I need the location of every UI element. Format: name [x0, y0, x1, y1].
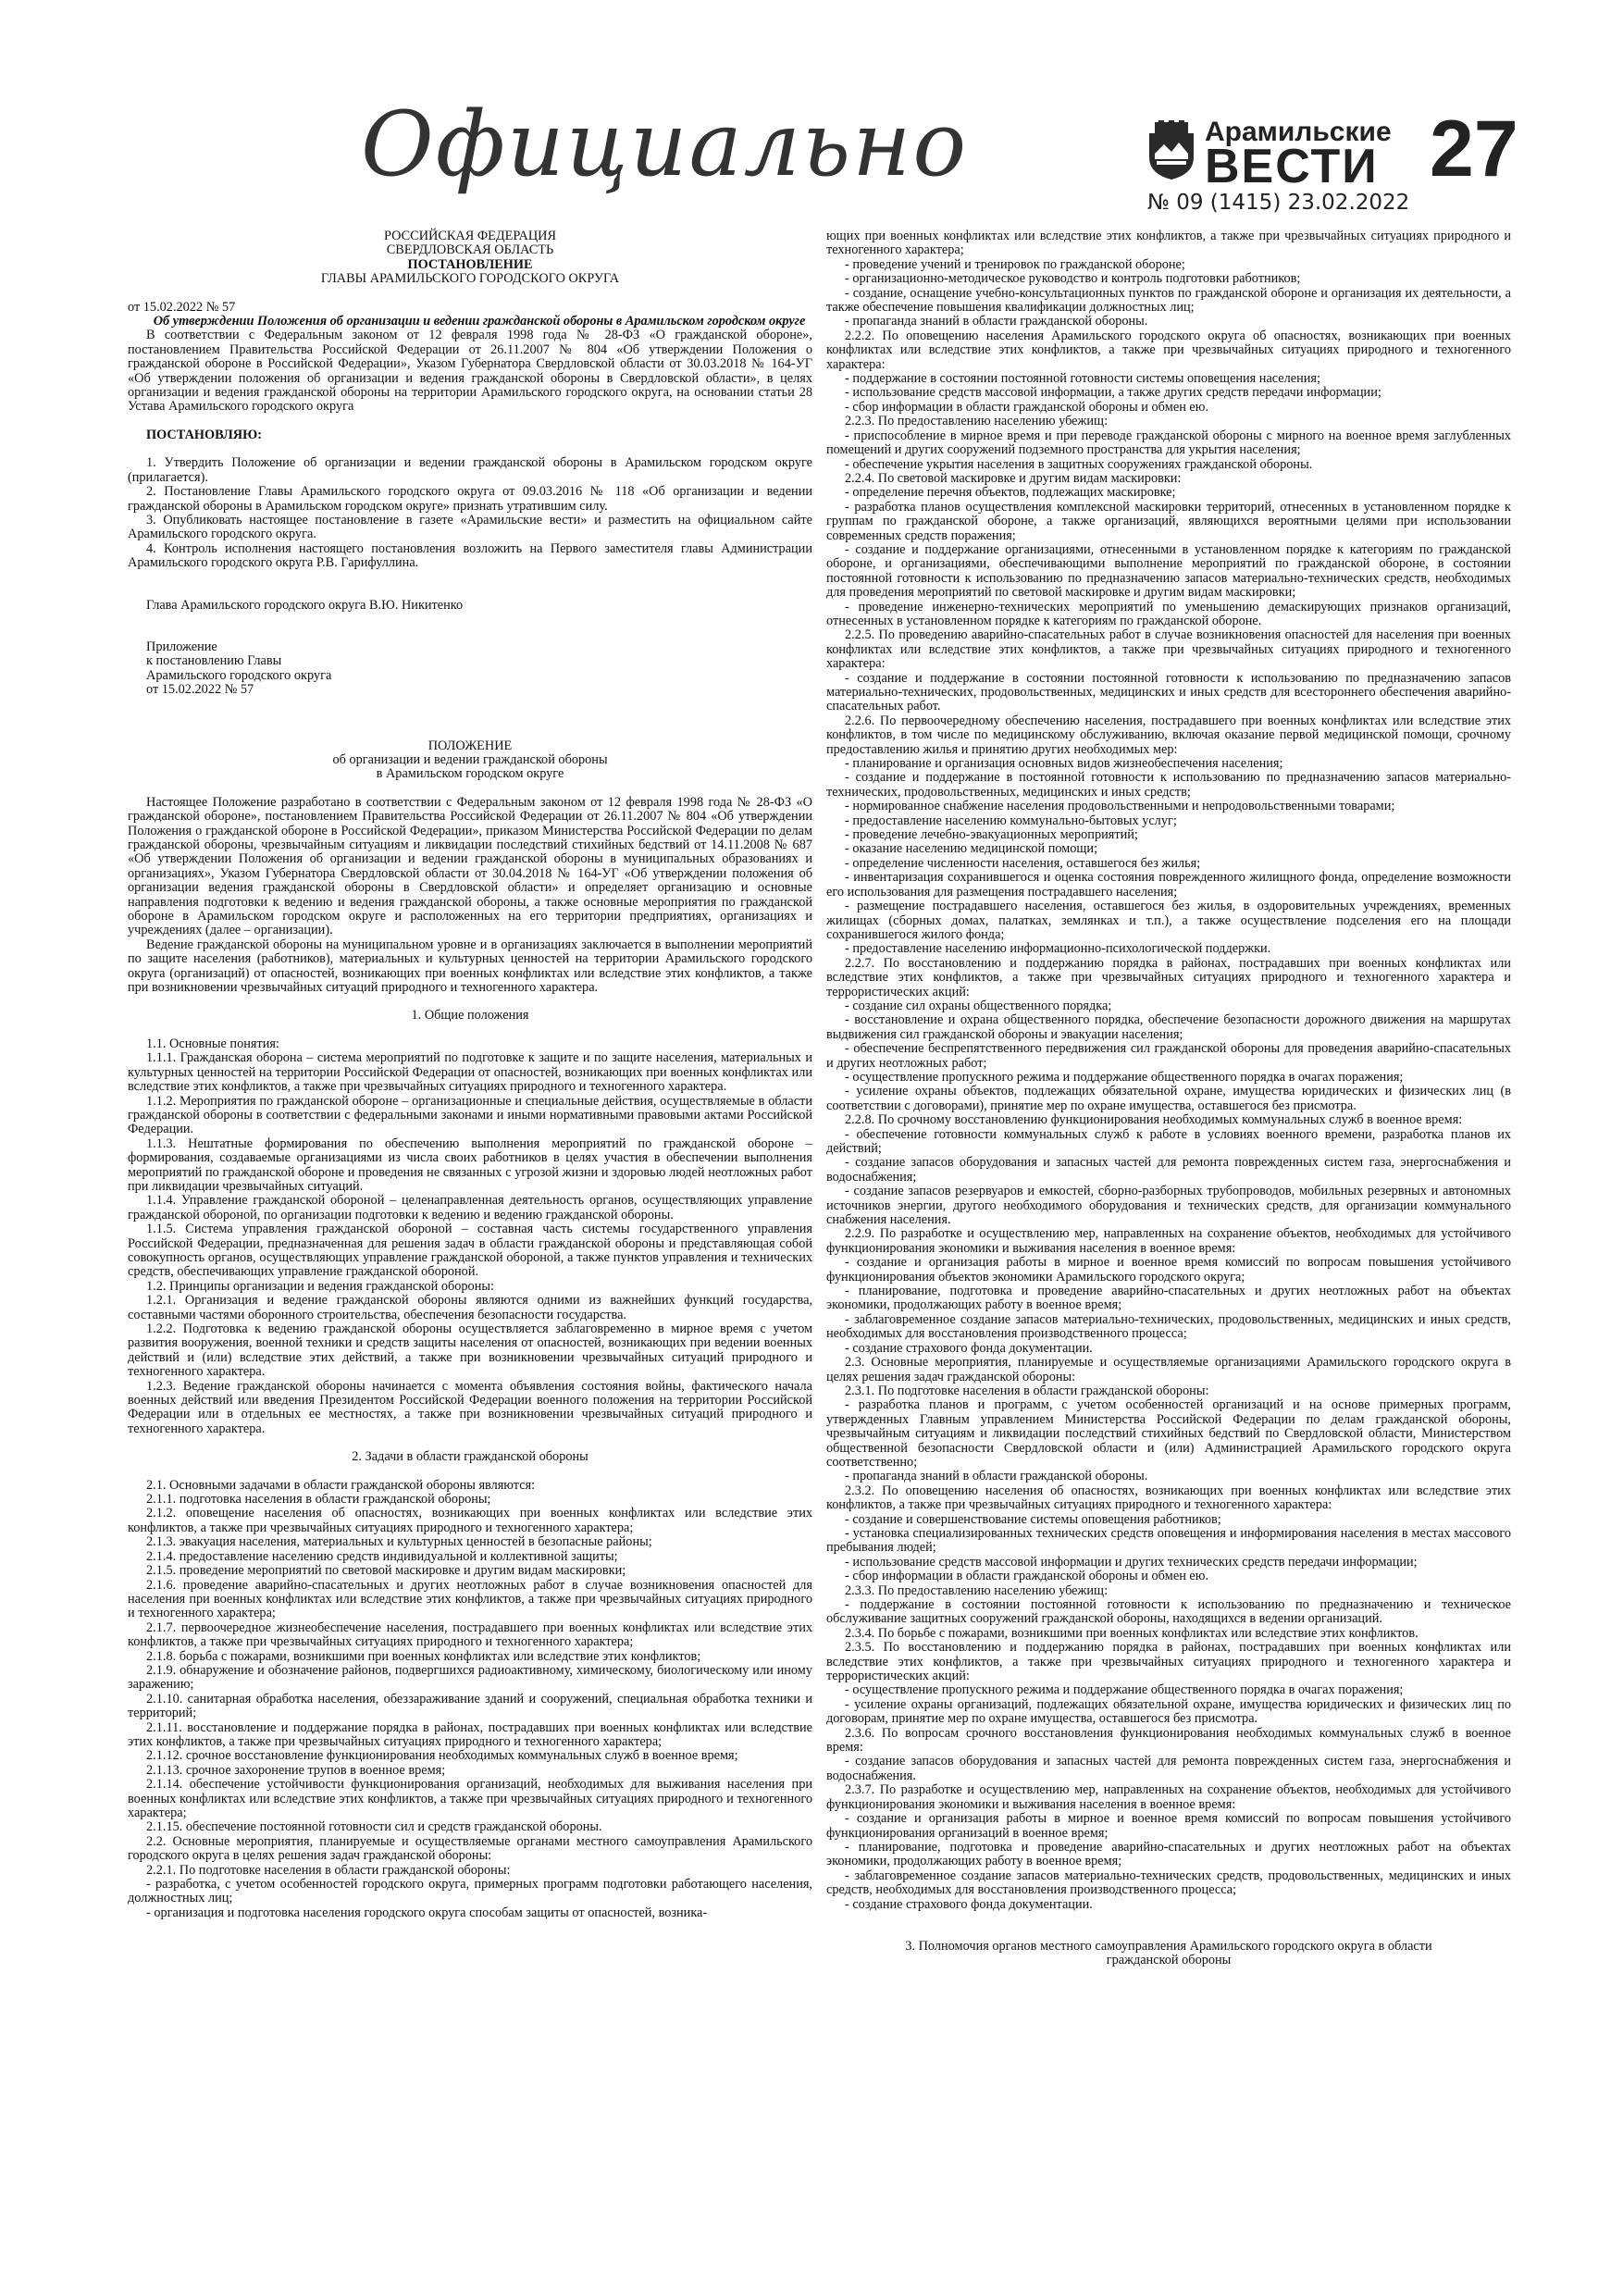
decree-item: 3. Опубликовать настоящее постановление в газете «Арамильские вести» и разместить на официальном сайте Арамильского городского округа.	[128, 512, 812, 542]
reg-title-line: в Арамильском городском округе	[376, 766, 564, 782]
paragraph: - планирование и организация основных видов жизнеобеспечения населения;	[845, 756, 1283, 772]
paragraph: - предоставление населению коммунально-бытовых услуг;	[845, 813, 1177, 828]
paragraph: - разработка планов и программ, с учетом особенностей организаций и на основе примерных программ, утвержденных Главным управлением Министерства Российской Федерации по делам гражданской обороны, чрезвычайным ситуациям и ликвидации последствий стихийных бедствий по Свердловской области, Министерством общественной безопасности Свердловской области и (или) Администрацией Арамильского городского округа соответственно;	[826, 1397, 1511, 1470]
paragraph: 2.3.7. По разработке и осуществлению мер, направленных на сохранение объектов, необходимых для устойчивого функционирования экономики и выживания населения в военное время:	[826, 1782, 1511, 1812]
paragraph: - поддержание в состоянии постоянной готовности системы оповещения населения;	[845, 371, 1320, 387]
left-column	[128, 230, 812, 1920]
paragraph: - создание и организация работы в мирное и военное время комиссий по вопросам повышения устойчивого функционирования организаций в военное время;	[826, 1811, 1511, 1841]
preamble: В соответствии с Федеральным законом от 12 февраля 1998 года № 28-ФЗ «О гражданской обороне», постановлением Правительства Российской Федерации от 26.11.2007 № 804 «Об утверждении Положения о гражданской обороне в Российской Федерации», Указом Губернатора Свердловской области от 30.03.2018 № 164-УГ «Об утверждении положения об организации и ведения гражданской обороны в Свердловской области», в целях организации и ведения гражданской обороны на территории Арамильского городского округа, на основании статьи 28 Устава Арамильского городского округа	[128, 328, 812, 415]
masthead	[0, 0, 1623, 222]
paragraph: 2.1.9. обнаружение и обозначение районов, подвергшихся радиоактивному, химическому, биологическому или иному заражению;	[128, 1662, 812, 1693]
decree-word: ПОСТАНОВЛЯЮ:	[146, 427, 262, 442]
paragraph: - создание, оснащение учебно-консультационных пунктов по гражданской обороне и организация их деятельности, а также обеспечение повышения квалификации должностных лиц;	[826, 285, 1511, 316]
paragraph: 1.2.3. Ведение гражданской обороны начинается с момента объявления состояния войны, фактического начала военных действий или введения Президентом Российской Федерации военного положения на территории Российской Федерации или в отдельных ее местностях, а также при возникновении чрезвычайных ситуаций природного и техногенного характера.	[128, 1378, 812, 1436]
paragraph: 2.2.9. По разработке и осуществлению мер, направленных на сохранение объектов, необходимых для устойчивого функционирования экономики и выживания населения в военное время:	[826, 1226, 1511, 1256]
doc-header-line: ПОСТАНОВЛЕНИЕ	[407, 256, 533, 272]
paragraph: 2.2.2. По оповещению населения Арамильского городского округа об опасностях, возникающих при военных конфликтах или вследствие этих конфликтов, а также при чрезвычайных ситуациях природного и техногенного характера:	[826, 328, 1511, 372]
paragraph: 2.3. Основные мероприятия, планируемые и осуществляемые организациями Арамильского городского округа в целях решения задач гражданской обороны:	[826, 1355, 1511, 1384]
paragraph: 2.2.4. По световой маскировке и другим видам маскировки:	[845, 470, 1182, 486]
right-column	[826, 230, 1511, 1968]
paragraph: 1.1.5. Система управления гражданской обороной – составная часть системы государственного управления Российской Федерации, предназначенная для решения задач в области гражданской обороны и представляющая собой совокупность органов, осуществляющих управление гражданской обороной, а также пунктов управления и технических средств, обеспечивающих управление гражданской обороной.	[128, 1222, 812, 1280]
paragraph: 1.1.3. Нештатные формирования по обеспечению выполнения мероприятий по гражданской обороне – формирования, создаваемые организациями из числа своих работников в целях участия в обеспечении выполнения мероприятий по гражданской обороне и проведения не связанных с угрозой жизни и здоровью людей неотложных работ при ликвидации чрезвычайных ситуаций.	[128, 1136, 812, 1194]
intro-paragraph: Ведение гражданской обороны на муниципальном уровне и в организациях заключается в выполнении мероприятий по защите населения (работников), материальных и культурных ценностей на территории Арамильского городского округа (организаций) от опасностей, возникающих при военных конфликтах или вследствие этих конфликтов, а также при возникновении чрезвычайных ситуаций природного и техногенного характера.	[128, 937, 812, 996]
paragraph: - создание и поддержание организациями, отнесенными в установленном порядке к категориям по гражданской обороне, и организациями, обеспечивающими выполнение мероприятий по гражданской обороне, в состоянии постоянной готовности к использованию по предназначению запасов материально-технических средств, необходимых для проведения мероприятий по световой маскировке и другим видам маскировки;	[826, 541, 1511, 601]
doc-date: от 15.02.2022 № 57	[128, 299, 236, 315]
paragraph: - сбор информации в области гражданской обороны и обмен ею.	[845, 399, 1209, 415]
paragraph: - использование средств массовой информации, а также других средств передачи информации;	[845, 385, 1381, 401]
paragraph: - проведение лечебно-эвакуационных мероприятий;	[845, 827, 1138, 843]
paragraph: - создание запасов резервуаров и емкостей, сборно-разборных трубопроводов, мобильных резервных и автономных источников энергии, другого необходимого оборудования и технических средств, для организации коммунального снабжения населения.	[826, 1184, 1511, 1228]
paragraph: 2.1.3. эвакуация населения, материальных и культурных ценностей в безопасные районы;	[146, 1534, 652, 1550]
paragraph: 2.3.1. По подготовке населения в области гражданской обороны:	[845, 1383, 1209, 1398]
paragraph: - планирование, подготовка и проведение аварийно-спасательных и других неотложных работ на объектах экономики, продолжающих работу в военное время;	[826, 1839, 1511, 1869]
paragraph: - создание и поддержание в состоянии постоянной готовности к использованию по предназначению запасов материально-технических, продовольственных, медицинских и иных средств для всестороннего обеспечения аварийно-спасательных работ.	[826, 670, 1511, 714]
paragraph: 2.2.6. По первоочередному обеспечению населения, пострадавшего при военных конфликтах или вследствие этих конфликтов, в том числе по медицинскому обслуживанию, включая оказание первой медицинской помощи, срочному предоставлению жилья и принятию других необходимых мер:	[826, 713, 1511, 757]
appendix-line: Арамильского городского округа	[146, 667, 332, 683]
city-crest-icon	[1146, 120, 1197, 181]
paragraph: - создание запасов оборудования и запасных частей для ремонта поврежденных систем газа, энергоснабжения и водоснабжения.	[826, 1754, 1511, 1783]
decree-item: 1. Утвердить Положение об организации и ведении гражданской обороны в Арамильском городском округе (прилагается).	[128, 455, 812, 485]
paragraph: - проведение инженерно-технических мероприятий по уменьшению демаскирующих признаков организаций, отнесенных в установленном порядке к категориям по гражданской обороне.	[826, 599, 1511, 628]
paragraph: 2.3.6. По вопросам срочного восстановления функционирования необходимых коммунальных служб в военное время:	[826, 1725, 1511, 1756]
decree-item: 2. Постановление Главы Арамильского городского округа от 09.03.2016 № 118 «Об организации и ведении гражданской обороны в Арамильском городском округе» признать утратившим силу.	[128, 484, 812, 514]
paragraph: 2.2.7. По восстановлению и поддержанию порядка в районах, пострадавших при военных конфликтах или вследствие этих конфликтов, а также при чрезвычайных ситуациях природного и техногенного характера и террористических акций:	[826, 955, 1511, 999]
paragraph: 1.1.2. Мероприятия по гражданской обороне – организационные и специальные действия, осуществляемые в области гражданской обороны в соответствии с федеральными законами и иными нормативными правовыми актами Российской Федерации.	[128, 1093, 812, 1137]
paragraph: - оказание населению медицинской помощи;	[845, 841, 1098, 857]
paragraph: - обеспечение готовности коммунальных служб к работе в условиях военного времени, разработка планов их действий;	[826, 1126, 1511, 1156]
appendix-line: от 15.02.2022 № 57	[146, 682, 254, 698]
decree-item: 4. Контроль исполнения настоящего постановления возложить на Первого заместителя главы Администрации Арамильского городского округа Р.В. Гарифуллина.	[128, 540, 812, 571]
paragraph: - пропаганда знаний в области гражданской обороны.	[845, 314, 1148, 329]
doc-header-line: ГЛАВЫ АРАМИЛЬСКОГО ГОРОДСКОГО ОКРУГА	[320, 271, 620, 287]
doc-header-line: РОССИЙСКАЯ ФЕДЕРАЦИЯ	[384, 229, 556, 243]
paragraph: - установка специализированных технических средств оповещения и информирования населения в местах массового пребывания людей;	[826, 1525, 1511, 1556]
paragraph: 2.1.15. обеспечение постоянной готовности сил и средств гражданской обороны.	[146, 1819, 602, 1835]
paragraph: 2.2.8. По срочному восстановлению функционирования необходимых коммунальных служб в военное время:	[845, 1112, 1463, 1128]
paragraph: 2.1.7. первоочередное жизнеобеспечение населения, пострадавшего при военных конфликтах или вследствие этих конфликтов, а также при чрезвычайных ситуациях природного и техногенного характера;	[128, 1620, 812, 1650]
paragraph: 2.1.1. подготовка населения в области гражданской обороны;	[146, 1492, 491, 1508]
paragraph: - проведение учений и тренировок по гражданской обороне;	[845, 256, 1185, 272]
doc-header-line: СВЕРДЛОВСКАЯ ОБЛАСТЬ	[386, 242, 554, 258]
paragraph: 2.2.5. По проведению аварийно-спасательных работ в случае возникновения опасностей для населения при военных конфликтах или вследствие этих конфликтов, а также при чрезвычайных ситуациях природного и техногенного характера:	[826, 627, 1511, 672]
paragraph: 2.3.2. По оповещению населения об опасностях, возникающих при военных конфликтах или вследствие этих конфликтов, а также при чрезвычайных ситуациях природного и техногенного характера:	[826, 1483, 1511, 1513]
paragraph: - создание и поддержание в постоянной готовности к использованию по предназначению запасов материально-технических, продовольственных, медицинских и иных средств;	[826, 770, 1511, 800]
paragraph: 2.1.6. проведение аварийно-спасательных и других неотложных работ в случае возникновения опасностей для населения при военных конфликтах или вследствие этих конфликтов, а также при чрезвычайных ситуациях природного и техногенного характера;	[128, 1577, 812, 1621]
paragraph: - предоставление населению информационно-психологической поддержки.	[845, 941, 1271, 957]
section-heading: 2. Задачи в области гражданской обороны	[352, 1449, 588, 1465]
section-heading: 3. Полномочия органов местного самоуправления Арамильского городского округа в области гражданской обороны	[905, 1938, 1432, 1968]
appendix-line: Приложение	[146, 639, 217, 654]
newspaper-logo	[1146, 115, 1438, 193]
paragraph: - обеспечение беспрепятственного передвижения сил гражданской обороны для проведения аварийно-спасательных и других неотложных работ;	[826, 1041, 1511, 1071]
paragraph: - усиление охраны организаций, подлежащих обязательной охране, имущества юридических и физических лиц по договорам, принятие мер по охране имущества, оставшегося без присмотра.	[826, 1696, 1511, 1727]
paragraph: - сбор информации в области гражданской обороны и обмен ею.	[845, 1569, 1209, 1584]
brand-top: Арамильские	[1205, 117, 1392, 147]
paragraph: - размещение пострадавшего населения, оставшегося без жилья, в оздоровительных учреждениях, временных жилищах (сборных домах, палатках, землянках и т.п.), а также осуществление подселения его на площади сохранившегося жилого фонда;	[826, 899, 1511, 942]
page-number: 27	[1430, 105, 1518, 193]
paragraph: - поддержание в состоянии постоянной готовности к использованию по предназначению и техническое обслуживание защитных сооружений гражданской обороны, находящихся в ведении организаций.	[826, 1597, 1511, 1627]
paragraph: 2.3.5. По восстановлению и поддержанию порядка в районах, пострадавших при военных конфликтах или вследствие этих конфликтов, а также при чрезвычайных ситуациях природного и техногенного характера и террористических акций:	[826, 1640, 1511, 1684]
paragraph: ющих при военных конфликтах или вследствие этих конфликтов, а также при чрезвычайных ситуациях природного и техногенного характера;	[826, 229, 1511, 258]
appendix-line: к постановлению Главы	[146, 653, 282, 669]
paragraph: - определение перечня объектов, подлежащих маскировке;	[845, 485, 1176, 501]
paragraph: - разработка планов осуществления комплексной маскировки территорий, отнесенных в установленном порядке к группам по гражданской обороне, а также организаций, являющихся вероятными целями при использовании современных средств поражения;	[826, 499, 1511, 543]
paragraph: - использование средств массовой информации и других технических средств передачи информации;	[845, 1554, 1418, 1570]
paragraph: - создание и организация работы в мирное и военное время комиссий по вопросам повышения устойчивого функционирования объектов экономики Арамильского городского округа;	[826, 1255, 1511, 1285]
reg-title-line: ПОЛОЖЕНИЕ	[427, 738, 513, 753]
section-title: Официально	[361, 93, 969, 196]
paragraph: 1.2.2. Подготовка к ведению гражданской обороны осуществляется заблаговременно в мирное время с учетом развития вооружения, военной техники и средств защиты населения от опасностей, возникающих при ведении военных действий и (или) вследствие этих действий, а также при возникновении чрезвычайных ситуаций природного и техногенного характера.	[128, 1322, 812, 1380]
paragraph: 1.1. Основные понятия:	[146, 1036, 279, 1051]
paragraph: 2.1.11. восстановление и поддержание порядка в районах, пострадавших при военных конфликтах или вследствие этих конфликтов, а также при чрезвычайных ситуациях природного и техногенного характера;	[128, 1719, 812, 1749]
paragraph: - определение численности населения, оставшегося без жилья;	[845, 855, 1201, 871]
paragraph: - нормированное снабжение населения продовольственными и непродовольственными товарами;	[845, 799, 1395, 814]
paragraph: 2.1. Основными задачами в области гражданской обороны являются:	[146, 1477, 536, 1493]
paragraph: - создание страхового фонда документации.	[845, 1896, 1093, 1912]
paragraph: - создание страхового фонда документации.	[845, 1340, 1093, 1356]
signature: Глава Арамильского городского округа В.Ю. Никитенко	[146, 597, 464, 613]
paragraph: - приспособление в мирное время и при переводе гражданской обороны с мирного на военное время заглубленных помещений и других сооружений подземного пространства для укрытия населения;	[826, 428, 1511, 458]
paragraph: - создание сил охраны общественного порядка;	[845, 998, 1112, 1013]
paragraph: - осуществление пропускного режима и поддержание общественного порядка в очагах поражения;	[845, 1069, 1404, 1085]
paragraph: 2.1.14. обеспечение устойчивости функционирования организаций, необходимых для выживания населения при военных конфликтах или вследствие этих конфликтов, а также при чрезвычайных ситуациях природного и техногенного характера;	[128, 1777, 812, 1820]
paragraph: - разработка, с учетом особенностей городского округа, примерных программ подготовки работающего населения, должностных лиц;	[128, 1877, 812, 1906]
paragraph: 2.2. Основные мероприятия, планируемые и осуществляемые органами местного самоуправления Арамильского городского округа в целях решения задач гражданской обороны:	[128, 1833, 812, 1864]
section-heading: 1. Общие положения	[411, 1008, 529, 1024]
paragraph: - осуществление пропускного режима и поддержание общественного порядка в очагах поражения;	[845, 1682, 1404, 1698]
paragraph: 2.1.4. предоставление населению средств индивидуальной и коллективной защиты;	[146, 1548, 618, 1564]
issue-info: № 09 (1415) 23.02.2022	[1147, 191, 1410, 215]
paragraph: - заблаговременное создание запасов материально-технических, продовольственных, медицинских и иных средств, необходимых для восстановления производственного процесса;	[826, 1311, 1511, 1342]
paragraph: 2.1.5. проведение мероприятий по световой маскировке и другим видам маскировки;	[146, 1563, 626, 1579]
paragraph: - создание запасов оборудования и запасных частей для ремонта поврежденных систем газа, энергоснабжения и водоснабжения;	[826, 1155, 1511, 1185]
paragraph: 2.3.3. По предоставлению населению убежищ:	[845, 1582, 1109, 1598]
paragraph: 2.1.13. срочное захоронение трупов в военное время;	[146, 1762, 446, 1778]
paragraph: - усиление охраны объектов, подлежащих обязательной охране, имущества юридических и физических лиц (в соответствии с договорами), принятие мер по охране имущества, оставшегося без присмотра.	[826, 1084, 1511, 1113]
reg-title-line: об организации и ведении гражданской обороны	[332, 751, 608, 767]
paragraph: 2.1.8. борьба с пожарами, возникшими при военных конфликтах или вследствие этих конфликтов;	[146, 1648, 701, 1664]
brand-main: ВЕСТИ	[1205, 140, 1379, 193]
paragraph: - восстановление и охрана общественного порядка, обеспечение безопасности дорожного движения на маршрутах выдвижения сил гражданской обороны и эвакуации населения;	[826, 1012, 1511, 1042]
paragraph: 2.1.2. оповещение населения об опасностях, возникающих при военных конфликтах или вследствие этих конфликтов, а также при чрезвычайных ситуациях природного и техногенного характера;	[128, 1506, 812, 1535]
paragraph: - инвентаризация сохранившегося и оценка состояния поврежденного жилищного фонда, определение возможности его использования для размещения пострадавшего населения;	[826, 870, 1511, 900]
paragraph: - создание и совершенствование системы оповещения работников;	[845, 1511, 1221, 1527]
paragraph: 2.1.10. санитарная обработка населения, обеззараживание зданий и сооружений, специальная обработка техники и территорий;	[128, 1691, 812, 1721]
paragraph: 2.3.4. По борьбе с пожарами, возникшими при военных конфликтах или вследствие этих конфликтов.	[845, 1625, 1419, 1641]
intro-paragraph: Настоящее Положение разработано в соответствии с Федеральным законом от 12 февраля 1998 года № 28-ФЗ «О гражданской обороне», постановлением Правительства Российской Федерации от 26.11.2007 № 804 «Об утверждении Положения о гражданской обороне в Российской Федерации», приказом Министерства Российской Федерации по делам гражданской обороны, чрезвычайным ситуациям и ликвидации последствий стихийных бедствий от 14.11.2008 № 687 «Об утверждении Положения об организации и ведении гражданской обороны в муниципальных образованиях и организациях», Указом Губернатора Свердловской области от 30.04.2018 № 164-УГ «Об утверждении положения об организации ведения гражданской обороны в Свердловской области» и определяет организацию и основные направления подготовки к ведению и ведения гражданской обороны, а также основные мероприятия по гражданской обороне в Арамильском городском округе и расположенных на его территории предприятиях, организациях и учреждениях (далее – организации).	[128, 794, 812, 938]
paragraph: 2.2.3. По предоставлению населению убежищ:	[845, 414, 1109, 429]
paragraph: 1.1.1. Гражданская оборона – система мероприятий по подготовке к защите и по защите населения, материальных и культурных ценностей на территории Российской Федерации от опасностей, возникающих при военных конфликтах или вследствие этих конфликтов, а также при чрезвычайных ситуациях природного и техногенного характера.	[128, 1050, 812, 1095]
paragraph: - обеспечение укрытия населения в защитных сооружениях гражданской обороны.	[845, 456, 1313, 472]
paragraph: - пропаганда знаний в области гражданской обороны.	[845, 1469, 1148, 1484]
paragraph: - планирование, подготовка и проведение аварийно-спасательных и других неотложных работ на объектах экономики, продолжающих работу в военное время;	[826, 1284, 1511, 1313]
paragraph: - организационно-методическое руководство и контроль подготовки работников;	[845, 271, 1301, 287]
paragraph: 2.2.1. По подготовке населения в области гражданской обороны:	[146, 1862, 511, 1878]
paragraph: - организация и подготовка населения городского округа способам защиты от опасностей, возника-	[146, 1905, 708, 1920]
paragraph: 2.1.12. срочное восстановление функционирования необходимых коммунальных служб в военное время;	[146, 1748, 738, 1764]
paragraph: 1.2.1. Организация и ведение гражданской обороны являются одними из важнейших функций государства, составными частями оборонного строительства, обеспечения безопасности государства.	[128, 1293, 812, 1322]
paragraph: 1.1.4. Управление гражданской обороной – целенаправленная деятельность органов, осуществляющих управление гражданской обороной, по организации подготовки к ведению и ведению гражданской обороны.	[128, 1193, 812, 1222]
doc-title: Об утверждении Положения об организации и ведении гражданской обороны в Арамильском городском округе	[153, 314, 806, 329]
paragraph: - заблаговременное создание запасов материально-технических средств, продовольственных, медицинских и иных средств, необходимых для восстановления производственного процесса;	[826, 1868, 1511, 1898]
paragraph: 1.2. Принципы организации и ведения гражданской обороны:	[146, 1278, 494, 1294]
